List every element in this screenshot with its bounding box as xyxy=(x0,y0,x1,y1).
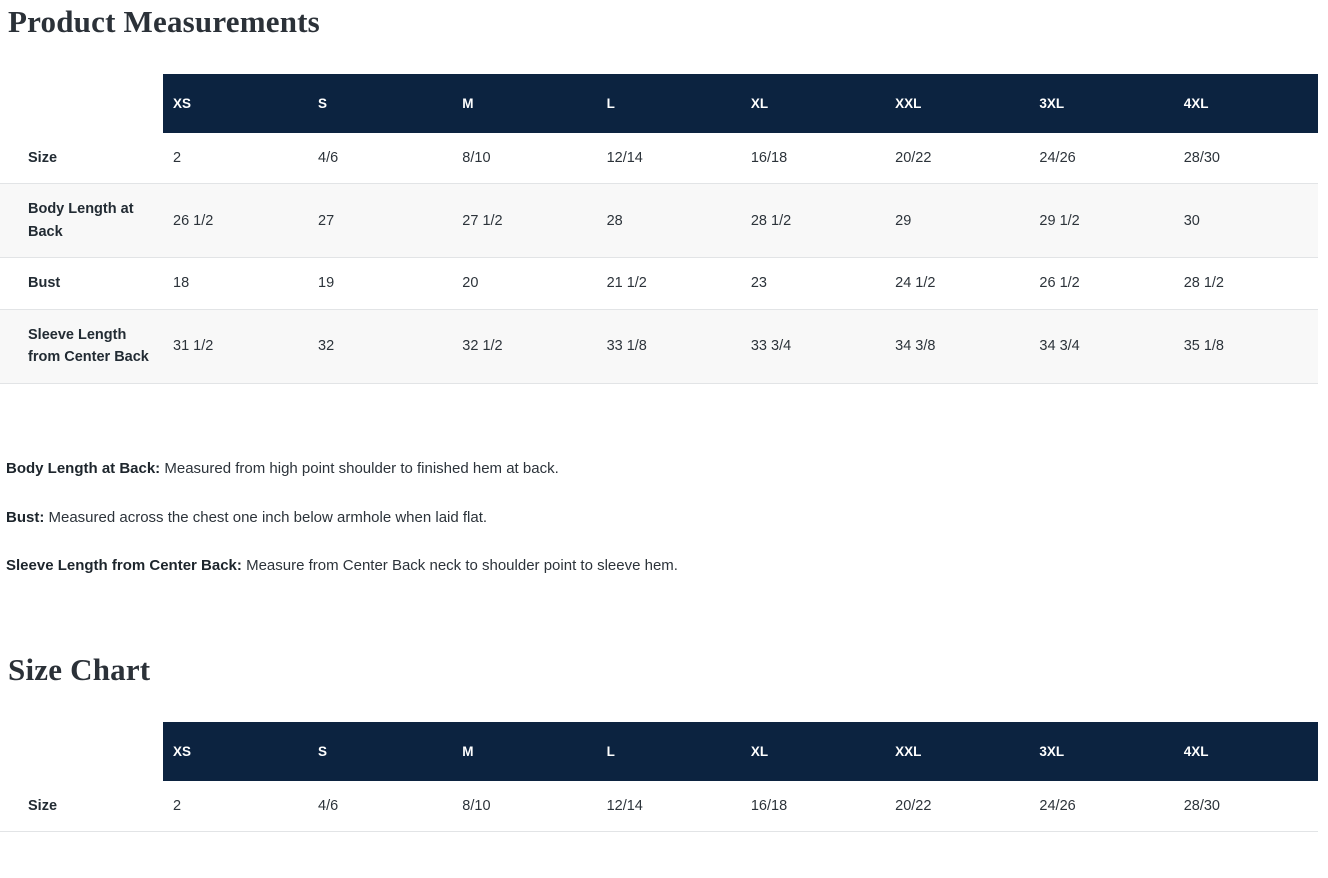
measurement-notes xyxy=(6,458,1306,604)
cell: 29 1/2 xyxy=(1039,212,1080,229)
cell: 20/22 xyxy=(895,150,932,166)
table-header-xs: XS xyxy=(173,744,192,759)
cell: 34 3/8 xyxy=(895,338,936,355)
note-text: Measure from Center Back neck to shoulder point to sleeve hem. xyxy=(241,557,678,574)
table-header-xxl: XXL xyxy=(895,744,922,759)
cell: 27 xyxy=(318,212,335,229)
cell: 26 1/2 xyxy=(173,212,214,229)
table-body xyxy=(0,781,1318,832)
cell: 8/10 xyxy=(462,798,491,814)
row-label-size: Size xyxy=(28,150,58,166)
cell: 12/14 xyxy=(606,150,643,166)
table-row xyxy=(0,258,1318,309)
table-header-xl: XL xyxy=(750,744,769,759)
product-measurements-table xyxy=(0,74,1318,384)
cell: 33 3/4 xyxy=(750,338,792,355)
cell: 8/10 xyxy=(462,150,491,166)
row-label-sleeve-length-from-center-back: Sleeve Length from Center Back xyxy=(28,326,149,366)
table-row xyxy=(0,309,1318,383)
table-body xyxy=(0,133,1318,383)
table-header-m: M xyxy=(462,744,474,759)
row-label-body-length-at-back: Body Length at Back xyxy=(28,201,134,240)
cell: 28/30 xyxy=(1183,150,1220,166)
table-row xyxy=(0,184,1318,258)
table-header xyxy=(0,722,1318,781)
cell: 29 xyxy=(895,212,912,229)
page-title-product-measurements: Product Measurements xyxy=(8,4,320,39)
note-term: Body Length at Back: xyxy=(6,460,161,477)
cell: 27 1/2 xyxy=(462,212,503,229)
table-header-xs: XS xyxy=(173,96,192,111)
size-chart-table xyxy=(0,722,1318,832)
cell: 28 1/2 xyxy=(750,212,792,229)
cell: 19 xyxy=(318,275,335,292)
table-header-4xl: 4XL xyxy=(1183,96,1209,111)
cell: 31 1/2 xyxy=(173,338,214,355)
table-header-s: S xyxy=(318,96,328,111)
cell: 23 xyxy=(750,275,767,292)
table-header-3xl: 3XL xyxy=(1039,96,1065,111)
table-header-l: L xyxy=(606,96,615,111)
cell: 16/18 xyxy=(750,150,788,166)
note-term: Sleeve Length from Center Back: xyxy=(6,557,242,574)
cell: 32 xyxy=(318,338,335,355)
cell: 18 xyxy=(173,275,190,292)
cell: 2 xyxy=(173,798,182,814)
table-row xyxy=(0,133,1318,184)
table-header-m: M xyxy=(462,96,474,111)
cell: 2 xyxy=(173,150,182,166)
row-label-size: Size xyxy=(28,798,58,814)
cell: 33 1/8 xyxy=(606,338,647,355)
cell: 20 xyxy=(462,275,479,292)
cell: 30 xyxy=(1183,212,1200,229)
cell: 20/22 xyxy=(895,798,932,814)
table-header-corner xyxy=(0,74,163,133)
cell: 12/14 xyxy=(606,798,643,814)
note-body-length xyxy=(6,458,1306,481)
table-header-4xl: 4XL xyxy=(1183,744,1209,759)
table-row xyxy=(0,781,1318,832)
table-header-row xyxy=(0,722,1318,781)
cell: 28/30 xyxy=(1183,798,1220,814)
cell: 24/26 xyxy=(1039,150,1076,166)
table-header-xl: XL xyxy=(750,96,769,111)
cell: 4/6 xyxy=(318,798,339,814)
cell: 24 1/2 xyxy=(895,275,936,292)
table-header xyxy=(0,74,1318,133)
cell: 4/6 xyxy=(318,150,339,166)
table-header-row xyxy=(0,74,1318,133)
cell: 35 1/8 xyxy=(1183,338,1225,355)
cell: 28 1/2 xyxy=(1183,275,1225,292)
cell: 28 xyxy=(606,212,623,229)
cell: 21 1/2 xyxy=(606,275,647,292)
note-text: Measured from high point shoulder to finished hem at back. xyxy=(160,460,559,477)
table-header-l: L xyxy=(606,744,615,759)
row-label-bust: Bust xyxy=(28,275,61,292)
cell: 34 3/4 xyxy=(1039,338,1080,355)
note-text: Measured across the chest one inch below armhole when laid flat. xyxy=(44,508,488,526)
table-header-corner xyxy=(0,722,163,781)
cell: 16/18 xyxy=(750,798,788,814)
note-term: Bust: xyxy=(6,508,45,526)
page-title-size-chart: Size Chart xyxy=(8,652,151,687)
note-bust xyxy=(6,507,1306,530)
table-header-3xl: 3XL xyxy=(1039,744,1065,759)
cell: 26 1/2 xyxy=(1039,275,1080,292)
cell: 24/26 xyxy=(1039,798,1076,814)
table-header-xxl: XXL xyxy=(895,96,922,111)
cell: 32 1/2 xyxy=(462,338,503,355)
table-header-s: S xyxy=(318,744,328,759)
note-sleeve-length xyxy=(6,555,1306,578)
